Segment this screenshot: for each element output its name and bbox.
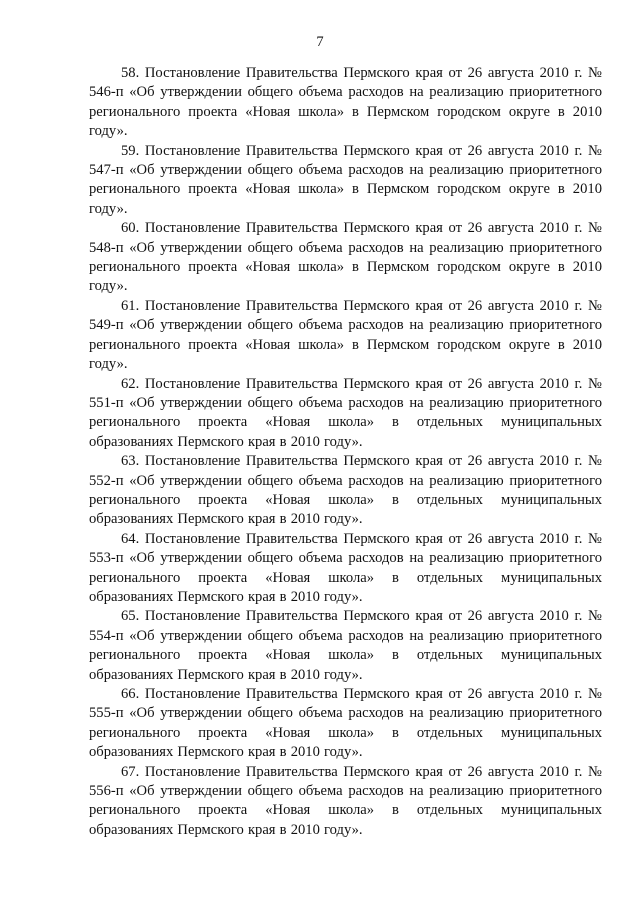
- list-item-63: 63. Постановление Правительства Пермского края от 26 августа 2010 г. № 552-п «Об утверждении общего объема расходов на реализацию приоритетного регионального проекта «Новая школа» в отдельных муниципальных образованиях Пермского края в 2010 году».: [89, 453, 602, 528]
- list-item-58: 58. Постановление Правительства Пермского края от 26 августа 2010 г. № 546-п «Об утверждении общего объема расходов на реализацию приоритетного регионального проекта «Новая школа» в Пермском городском округе в 2010 году».: [89, 65, 602, 140]
- document-body: [89, 64, 602, 840]
- list-item-59: 59. Постановление Правительства Пермского края от 26 августа 2010 г. № 547-п «Об утверждении общего объема расходов на реализацию приоритетного регионального проекта «Новая школа» в Пермском городском округе в 2010 году».: [89, 142, 602, 217]
- page-number: 7: [316, 34, 324, 50]
- list-item-62: 62. Постановление Правительства Пермского края от 26 августа 2010 г. № 551-п «Об утверждении общего объема расходов на реализацию приоритетного регионального проекта «Новая школа» в отдельных муниципальных образованиях Пермского края в 2010 году».: [89, 375, 602, 450]
- list-item-64: 64. Постановление Правительства Пермского края от 26 августа 2010 г. № 553-п «Об утверждении общего объема расходов на реализацию приоритетного регионального проекта «Новая школа» в отдельных муниципальных образованиях Пермского края в 2010 году».: [89, 530, 602, 605]
- list-item-61: 61. Постановление Правительства Пермского края от 26 августа 2010 г. № 549-п «Об утверждении общего объема расходов на реализацию приоритетного регионального проекта «Новая школа» в Пермском городском округе в 2010 году».: [89, 297, 602, 373]
- list-item-66: 66. Постановление Правительства Пермского края от 26 августа 2010 г. № 555-п «Об утверждении общего объема расходов на реализацию приоритетного регионального проекта «Новая школа» в отдельных муниципальных образованиях Пермского края в 2010 году».: [89, 686, 602, 761]
- list-item-65: 65. Постановление Правительства Пермского края от 26 августа 2010 г. № 554-п «Об утверждении общего объема расходов на реализацию приоритетного регионального проекта «Новая школа» в отдельных муниципальных образованиях Пермского края в 2010 году».: [89, 608, 602, 683]
- list-item-60: 60. Постановление Правительства Пермского края от 26 августа 2010 г. № 548-п «Об утверждении общего объема расходов на реализацию приоритетного регионального проекта «Новая школа» в Пермском городском округе в 2010 году».: [89, 220, 602, 295]
- list-item-67: 67. Постановление Правительства Пермского края от 26 августа 2010 г. № 556-п «Об утверждении общего объема расходов на реализацию приоритетного регионального проекта «Новая школа» в отдельных муниципальных образованиях Пермского края в 2010 году».: [89, 763, 602, 838]
